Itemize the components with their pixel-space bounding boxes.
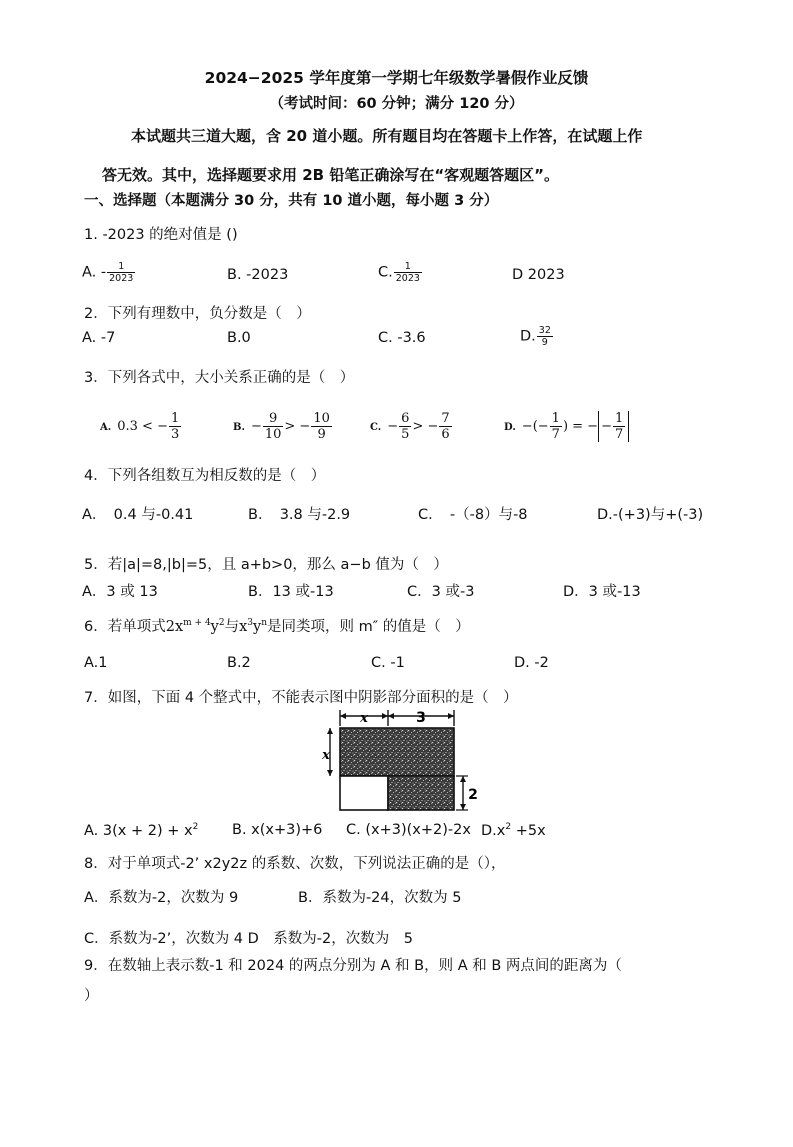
fraction-numerator: 10 <box>313 411 330 426</box>
q1-option-c <box>378 261 423 284</box>
page-title: 2024−2025 学年度第一学期七年级数学暑假作业反馈 <box>204 69 589 87</box>
q7-option-d-suffix: +5x <box>511 822 546 839</box>
q5-option-b: B．13 或-13 <box>248 584 334 600</box>
q5-option-d: D．3 或-13 <box>563 584 641 600</box>
monomial-exponent: m + 4 <box>183 618 211 629</box>
q3-option-d <box>504 411 629 442</box>
fraction-denominator: 2023 <box>395 273 420 284</box>
question-6-stem <box>84 615 470 636</box>
monomial-base: 2x <box>165 619 184 635</box>
monomial-base: x <box>239 619 248 635</box>
q3-b-sign: − <box>250 419 262 434</box>
section-heading: 一、选择题（本题满分 30 分，共有 10 道小题，每小题 3 分） <box>84 193 499 209</box>
fraction-numerator: 1 <box>404 261 411 272</box>
question-7-stem: 7．如图，下面 4 个整式中，不能表示图中阴影部分面积的是（ ） <box>84 690 518 706</box>
q3-c-relation: > − <box>412 419 439 434</box>
q1-option-b: B. -2023 <box>227 267 289 283</box>
q4-option-a: A． 0.4 与-0.41 <box>82 507 194 523</box>
figure-label-right-2: 2 <box>468 787 478 803</box>
question-9-stem-end: ） <box>84 988 99 1004</box>
q3-option-a-label: A. <box>100 422 112 433</box>
q2-option-c: C. -3.6 <box>378 330 426 346</box>
fraction-denominator: 10 <box>264 427 282 442</box>
q3-option-d-label: D. <box>504 422 516 433</box>
fraction-numerator: 32 <box>538 325 551 336</box>
q2-option-a: A. -7 <box>82 330 116 346</box>
monomial-exponent: 3 <box>247 618 254 629</box>
q6-option-b: B.2 <box>227 655 251 671</box>
fraction-denominator: 9 <box>537 336 553 348</box>
q3-d-absolute-value <box>598 411 629 442</box>
q2-option-d <box>520 325 554 348</box>
fraction-numerator: 1 <box>170 411 180 426</box>
q6-option-c: C. -1 <box>371 655 405 671</box>
fraction-numerator: 9 <box>268 411 278 426</box>
q3-d-expr: −(− <box>521 419 549 434</box>
q6-monomial-1 <box>166 619 225 635</box>
fraction-numerator: 7 <box>441 411 450 426</box>
q2-option-d-fraction <box>537 325 553 348</box>
figure-label-top-x: x <box>360 711 368 726</box>
q6-stem-prefix: 6．若单项式 <box>84 619 166 635</box>
q7-option-d <box>481 822 546 839</box>
q4-option-d: D.-(+3)与+(-3) <box>597 507 704 523</box>
q6-option-a: A.1 <box>84 655 108 671</box>
monomial-exponent: n <box>261 618 268 629</box>
fraction-numerator: 1 <box>118 261 125 272</box>
q3-c-sign: − <box>387 419 399 434</box>
q6-monomial-2 <box>239 619 267 635</box>
q1-option-a-fraction <box>107 261 135 284</box>
shaded-top-rectangle <box>340 728 454 776</box>
question-9-stem: 9．在数轴上表示数-1 和 2024 的两点分别为 A 和 B，则 A 和 B 两点间的距离为（ <box>84 958 622 974</box>
q7-option-b: B. x(x+3)+6 <box>232 822 323 838</box>
q5-option-c: C．3 或-3 <box>407 584 475 600</box>
q3-a-expr: 0.3 < − <box>117 419 168 434</box>
q3-option-b <box>233 411 333 442</box>
q3-option-c <box>370 411 453 442</box>
fraction-denominator: 5 <box>401 427 410 442</box>
q1-option-c-label: C. <box>378 264 393 281</box>
q2-option-b: B.0 <box>227 330 251 346</box>
q7-figure <box>318 706 478 816</box>
q3-d-relation: ) = − <box>562 419 599 434</box>
question-1-stem: 1. -2023 的绝对值是 () <box>84 227 238 243</box>
question-5-stem: 5．若|a|=8,|b|=5，且 a+b>0，那么 a−b 值为（ ） <box>84 557 448 573</box>
q1-option-a <box>82 261 136 284</box>
fraction-denominator: 7 <box>551 427 560 442</box>
fraction-numerator: 1 <box>551 411 560 426</box>
q7-option-c: C. (x+3)(x+2)-2x <box>346 822 471 838</box>
q6-connector: 与 <box>224 619 240 635</box>
fraction-numerator: 6 <box>401 411 410 426</box>
question-8-stem: 8．对于单项式-2’ x2y2z 的系数、次数，下列说法正确的是（）， <box>84 856 506 872</box>
q7-option-a-expr: 3(x + 2) + x <box>102 822 193 839</box>
figure-label-left-x: x <box>322 748 330 763</box>
q1-option-c-fraction <box>394 261 422 284</box>
q6-stem-suffix: 是同类项，则 m″ 的值是（ ） <box>267 619 470 635</box>
q7-option-d-exponent: 2 <box>505 822 512 832</box>
q3-b-fraction-1 <box>263 411 284 442</box>
question-2-stem: 2．下列有理数中，负分数是（ ） <box>84 306 311 322</box>
figure-label-top-3: 3 <box>416 710 426 726</box>
q3-d-fraction-1 <box>550 411 562 442</box>
page-subtitle: （考试时间：60 分钟；满分 120 分） <box>269 96 524 112</box>
q3-option-a <box>100 411 182 442</box>
q3-c-fraction-1 <box>399 411 411 442</box>
monomial-variable: y <box>253 619 262 635</box>
q3-option-b-label: B. <box>233 422 245 433</box>
fraction-denominator: 3 <box>170 427 180 442</box>
q7-option-a-label: A. <box>84 822 99 839</box>
q7-option-a <box>84 822 198 839</box>
fraction-denominator: 6 <box>441 427 450 442</box>
q4-option-b: B． 3.8 与-2.9 <box>248 507 351 523</box>
monomial-variable: y <box>210 619 219 635</box>
q8-option-c-d: C．系数为-2’，次数为 4 D 系数为-2，次数为 5 <box>84 931 413 947</box>
q3-b-relation: > − <box>284 419 311 434</box>
q3-a-fraction <box>169 411 181 442</box>
q4-option-c: C． -（-8）与-8 <box>418 507 528 523</box>
question-4-stem: 4．下列各组数互为相反数的是（ ） <box>84 468 326 484</box>
q8-option-a: A．系数为-2，次数为 9 <box>84 890 239 906</box>
q3-b-fraction-2 <box>311 411 332 442</box>
question-3-stem: 3．下列各式中，大小关系正确的是（ ） <box>84 370 355 386</box>
q3-d-inner-sign: − <box>601 419 612 434</box>
q7-option-a-exponent: 2 <box>192 822 199 832</box>
monomial-exponent: 2 <box>218 618 225 629</box>
q3-option-c-label: C. <box>370 422 382 433</box>
q3-d-fraction-2 <box>613 411 625 442</box>
q5-option-a: A．3 或 13 <box>82 584 158 600</box>
shaded-bottom-rectangle <box>388 776 454 810</box>
fraction-denominator: 9 <box>311 426 332 442</box>
q1-option-d: D 2023 <box>512 267 565 283</box>
fraction-numerator: 1 <box>614 411 624 426</box>
fraction-denominator: 7 <box>614 427 624 442</box>
fraction-denominator: 2023 <box>109 273 134 284</box>
unshaded-square <box>340 776 388 810</box>
intro-line-2: 答无效。其中，选择题要求用 2B 铅笔正确涂写在“客观题答题区”。 <box>102 166 560 184</box>
q7-option-d-prefix: D.x <box>481 822 506 839</box>
q3-c-fraction-2 <box>439 411 451 442</box>
q6-option-d: D. -2 <box>514 655 549 671</box>
q1-option-a-label: A. - <box>82 264 107 281</box>
intro-line-1: 本试题共三道大题，含 20 道小题。所有题目均在答题卡上作答，在试题上作 <box>131 127 643 145</box>
q2-option-d-label: D. <box>520 328 536 345</box>
q8-option-b: B．系数为-24，次数为 5 <box>298 890 462 906</box>
